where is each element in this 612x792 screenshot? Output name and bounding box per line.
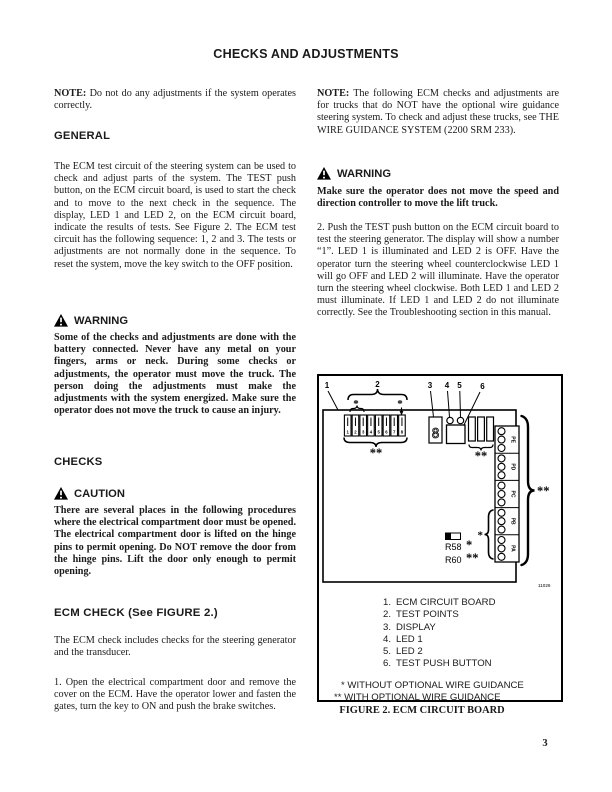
page-title: CHECKS AND ADJUSTMENTS (213, 47, 399, 61)
test-push-button (447, 425, 466, 444)
connector-label-pd: PD (509, 463, 516, 471)
test-point-number: 8 (400, 429, 404, 435)
note-label: NOTE: (54, 88, 87, 99)
test-point-number: 4 (369, 429, 373, 435)
step-1-paragraph: 1. Open the electrical compartment door and remove the cover on the ECM. Have the operator lower and fasten the gates, turn the key to ON and push the brake switches. (54, 677, 296, 713)
heading-checks: CHECKS (54, 456, 103, 468)
double-star-marker: ** (466, 551, 479, 565)
drawing-number: 11026 (538, 583, 551, 588)
warning-label: WARNING (74, 314, 129, 327)
connector-strip (495, 426, 519, 562)
test-point-number: 1 (346, 429, 349, 435)
caution-label: CAUTION (74, 487, 125, 500)
warning-text-left: Some of the checks and adjustments are done with the battery connected. Never have any metal on your fingers, arms or neck. During some checks or adjustments, the operator must move the truck. The person doing the adjustments must make the adjustments with the system energized. Make sure the operator does not move the truck to cause an injury. (54, 332, 296, 417)
callout-5: 5 (457, 381, 462, 390)
test-point-number: 7 (393, 429, 396, 435)
star-marker: * (477, 529, 483, 542)
figure-caption: FIGURE 2. ECM CIRCUIT BOARD (339, 705, 505, 716)
resistor-component-band (446, 533, 452, 540)
r58-label: R58 (445, 542, 462, 552)
callout-5-leader (460, 391, 461, 417)
figure-footnotes (319, 680, 561, 705)
callout-3: 3 (427, 381, 433, 390)
heading-ecm-check: ECM CHECK (See FIGURE 2.) (54, 607, 218, 619)
note-text: The following ECM checks and adjustments are for trucks that do NOT have the optional wire guidance steering system. To check and adjust these trucks, see THE WIRE GUIDANCE SYSTEM (2200 SRM 233). (317, 88, 559, 136)
warning-header-left (54, 314, 128, 327)
connector-label-pc: PC (509, 490, 516, 498)
general-paragraph: The ECM test circuit of the steering system can be used to check and adjust parts of the system. The TEST push button, on the ECM circuit board, is used to start the check and to move to the next check in the sequence. The display, LED 1 and LED 2, on the ECM circuit board, indicate the results of tests. See Figure 2. The ECM test circuit has the following sequence: 1, 2 and 3. The tests or adjustments are not normally done in the sequence. To reset the system, move the key switch to the OFF position. (54, 161, 296, 270)
ecm-circuit-board-diagram (319, 376, 561, 590)
test-point-number: 3 (362, 429, 365, 435)
relay-components (469, 417, 494, 441)
double-star-marker: ** (369, 446, 383, 460)
connector-label-pb: PB (509, 517, 516, 525)
test-point-number: 6 (385, 429, 388, 435)
callout-4: 4 (444, 381, 450, 390)
led-1 (447, 417, 453, 423)
star-marker: * (353, 398, 359, 410)
caution-text: There are several places in the following procedures where the electrical compartment door must be opened. The electrical compartment door is lifted on the hinge pins to permit opening. Do NOT remove the door from the hinge pins. Lift the door only enough to permit opening. (54, 505, 296, 578)
legend-item: 3. DISPLAY (383, 621, 436, 633)
connector-strip-brace (522, 416, 535, 565)
star-marker: * (397, 398, 403, 410)
legend-item: 4. LED 1 (383, 633, 423, 645)
note-left (54, 88, 296, 112)
callout-6: 6 (480, 382, 485, 391)
footnote-with-wire-guidance: ** WITH OPTIONAL WIRE GUIDANCE (334, 692, 501, 704)
caution-header (54, 487, 125, 500)
test-point-number: 2 (354, 429, 357, 435)
warning-triangle-icon (54, 314, 68, 327)
double-star-marker: ** (474, 449, 488, 463)
r60-label: R60 (445, 555, 462, 565)
warning-text-right: Make sure the operator does not move the speed and direction controller to move the lift truck. (317, 186, 559, 210)
callout-2: 2 (375, 380, 380, 389)
test-point-number: 5 (377, 429, 380, 435)
note-text: Do not do any adjustments if the system operates correctly. (54, 88, 296, 112)
legend-item: 6. TEST PUSH BUTTON (383, 658, 492, 670)
page-number: 3 (542, 738, 548, 749)
heading-general: GENERAL (54, 130, 111, 142)
display-digit: 8 (431, 427, 440, 442)
led-2 (457, 417, 463, 423)
step-2-paragraph: 2. Push the TEST push button on the ECM circuit board to test the steering generator. The display will show a number “1”. LED 1 is illuminated and LED 2 is OFF. Have the operator turn the steering wheel counterclockwise LED 1 will go OFF and LED 2 will illuminate. Have the operator turn the steering wheel clockwise. Both LED 1 and LED 2 must illuminate. If LED 1 and LED 2 do not illuminate correctly. See the Troubleshooting section in this manual. (317, 222, 559, 319)
ecm-check-paragraph: The ECM check includes checks for the steering generator and the transducer. (54, 635, 296, 659)
footnote-without-wire-guidance: * WITHOUT OPTIONAL WIRE GUIDANCE (341, 679, 524, 691)
callout-1-leader (328, 391, 338, 410)
connector-label-pe: PE (509, 436, 516, 443)
legend-item: 5. LED 2 (383, 646, 423, 658)
caution-triangle-icon (54, 487, 68, 500)
warning-header-right (317, 167, 391, 180)
star-marker: * (466, 538, 473, 552)
figure-legend (383, 597, 561, 671)
warning-triangle-icon (317, 167, 331, 180)
callout-1: 1 (324, 381, 330, 390)
connector-label-pa: PA (509, 545, 516, 552)
double-star-marker: ** (537, 484, 550, 498)
warning-label: WARNING (337, 167, 392, 180)
note-label: NOTE: (317, 88, 350, 99)
figure-2-box (317, 374, 563, 702)
note-right (317, 88, 559, 137)
legend-item: 1. ECM CIRCUIT BOARD (383, 597, 496, 608)
legend-item: 2. TEST POINTS (383, 609, 459, 621)
